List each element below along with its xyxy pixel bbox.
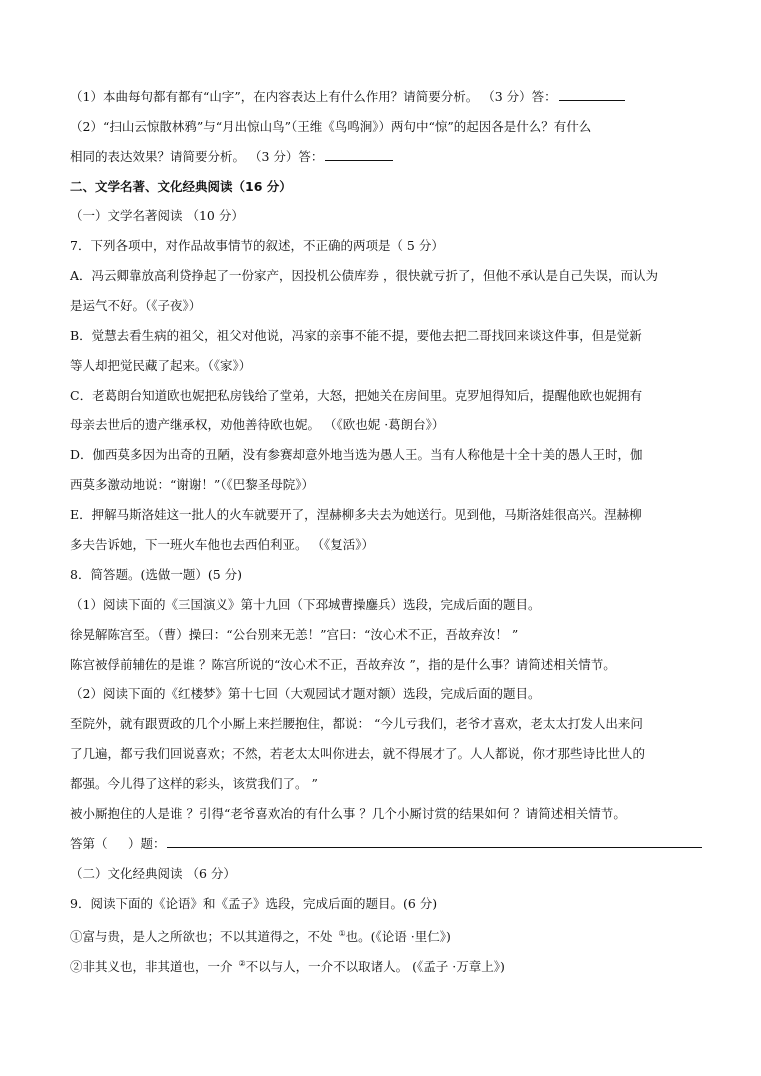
question-7: 7．下列各项中，对作品故事情节的叙述，不正确的两项是（ 5 分） [70,238,444,253]
excerpt-lunyu-text-a: ①富与贵，是人之所欲也；不以其道得之，不处 [70,929,337,944]
excerpt-hongloumeng-line-1: 至院外，就有跟贾政的几个小厮上来拦腰抱住，都说： “今儿亏我们，老爷才喜欢，老太太打发人出来问 [70,716,643,731]
option-c-line-1: C．老葛朗台知道欧也妮把私房钱给了堂弟，大怒，把她关在房间里。克罗旭得知后，提醒他欧也妮拥有 [70,388,643,403]
option-e-line-1: E．押解马斯洛娃这一批人的火车就要开了，涅赫柳多夫去为她送行。见到他，马斯洛娃很高兴。涅赫柳 [70,507,642,522]
option-e-line-2: 多夫告诉她，下一班火车他也去西伯利亚。 （《复活》） [70,537,374,552]
option-d-line-2: 西莫多激动地说：“谢谢！”（《巴黎圣母院》） [70,477,315,492]
answer-blank-8[interactable] [167,833,702,848]
footnote-marker-1: ① [338,929,346,938]
option-a-line-2: 是运气不好。（《子夜》） [70,298,202,313]
subsection-1-heading: （一）文学名著阅读 （10 分） [70,208,244,223]
answer-label-start: 答第（ [70,836,108,851]
question-2-text: 相同的表达效果？请简要分析。 （3 分）答： [70,149,324,164]
answer-blank-1[interactable] [559,86,625,101]
excerpt-mengzi-text-a: ②非其义也，非其道也，一介 [70,959,237,974]
answer-line [70,833,702,855]
option-d-line-1: D．伽西莫多因为出奇的丑陋，没有参赛却意外地当选为愚人王。当有人称他是十全十美的愚人王时，伽 [70,447,643,462]
option-b-line-1: B．觉慧去看生病的祖父，祖父对他说，冯家的亲事不能不提，要他去把二哥找回来谈这件事，但是觉新 [70,328,642,343]
option-c-line-2: 母亲去世后的遗产继承权，劝他善待欧也妮。 （《欧也妮 ·葛朗台》） [70,417,445,432]
answer-label-end: ）题： [127,836,166,851]
footnote-marker-2: ② [238,959,246,968]
question-8: 8．简答题。(选做一题）(5 分) [70,567,243,582]
answer-blank-2[interactable] [325,146,393,161]
subsection-2-heading: （二）文化经典阅读 （6 分） [70,866,236,881]
question-8-part-2-prompt: 被小厮抱住的人是谁 ？引得“老爷喜欢冶的有什么事 ？几个小厮讨赏的结果如何 ？请简述相关情节。 [70,806,626,821]
question-2-line-2 [70,146,393,168]
option-a-line-1: A．冯云卿靠放高利贷挣起了一份家产，因投机公债库券 ，很快就亏折了，但他不承认是自己失误，而认为 [70,268,659,283]
question-8-part-2: （2）阅读下面的《红楼梦》第十七回（大观园试才题对额）选段，完成后面的题目。 [70,686,541,701]
option-b-line-2: 等人却把觉民藏了起来。（《家》） [70,358,252,373]
question-number-slot[interactable] [108,836,128,851]
excerpt-lunyu [70,923,451,945]
question-8-part-1-prompt: 陈宫被俘前辅佐的是谁 ？陈宫所说的“汝心术不正，吾故弃汝 ”，指的是什么事？请简述相关情节。 [70,657,616,672]
excerpt-sanguo: 徐晃解陈宫至。（曹）操曰：“公台别来无恙！”宫曰：“汝心术不正，吾故弃汝！ ” [70,627,519,642]
question-2-line-1: （2）“扫山云惊散林鸦”与“月出惊山鸟”（王维《鸟鸣涧》）两句中“惊”的起因各是什么？有什么 [70,119,592,134]
excerpt-mengzi-text-b: 不以与人，一介不以取诸人。 (《孟子 ·万章上》) [245,959,505,974]
question-1-text: （1）本曲每句都有都有“山字”，在内容表达上有什么作用？请简要分析。 （3 分）答： [70,89,557,104]
question-1 [70,86,625,108]
excerpt-hongloumeng-line-3: 都强。今儿得了这样的彩头，该赏我们了。 ” [70,776,318,791]
question-8-part-1: （1）阅读下面的《三国演义》第十九回（下邳城曹操鏖兵）选段，完成后面的题目。 [70,597,541,612]
section-2-heading: 二、文学名著、文化经典阅读（16 分） [70,179,292,194]
excerpt-lunyu-text-b: 也。(《论语 ·里仁》) [345,929,451,944]
excerpt-mengzi [70,953,505,975]
question-9: 9．阅读下面的《论语》和《孟子》选段，完成后面的题目。(6 分) [70,896,438,911]
excerpt-hongloumeng-line-2: 了几遍，都亏我们回说喜欢；不然，若老太太叫你进去，就不得展才了。人人都说，你才那些诗比世人的 [70,746,646,761]
